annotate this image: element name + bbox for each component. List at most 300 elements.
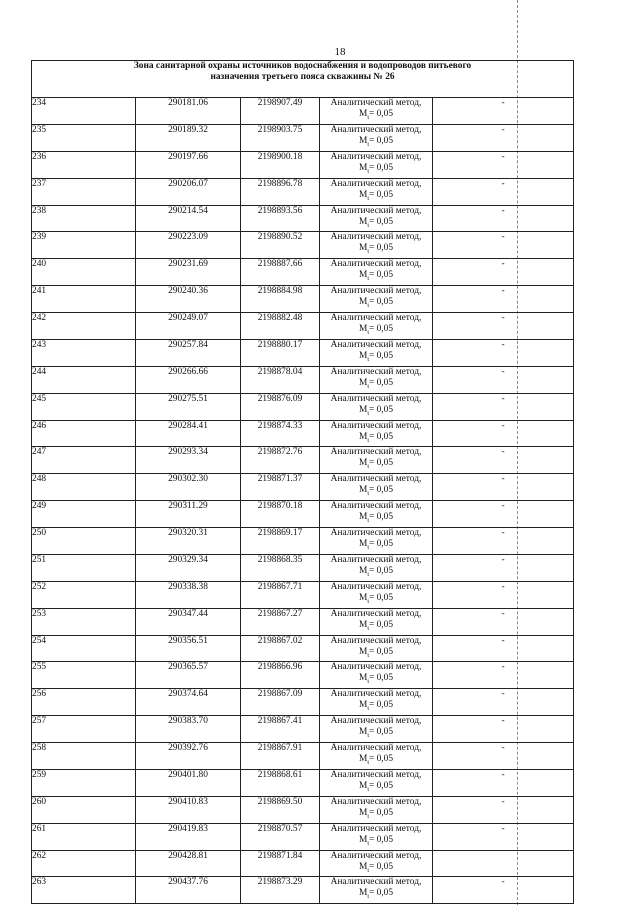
coordinate-x: 290401.80 [136,769,241,796]
coordinate-x: 290338.38 [136,581,241,608]
accuracy-number: = 0,05 [368,807,394,818]
determination-method [320,178,433,205]
coordinate-x: 290293.34 [136,447,241,474]
mark-cell: - [433,823,574,850]
determination-method [320,393,433,420]
coordinate-y: 2198880.17 [241,339,320,366]
coordinate-y: 2198870.18 [241,501,320,528]
accuracy-index: t [367,894,369,901]
point-number: 251 [32,554,136,581]
coordinate-y: 2198903.75 [241,124,320,151]
accuracy-symbol: M [358,297,368,308]
coordinate-y: 2198878.04 [241,366,320,393]
coordinate-y: 2198866.96 [241,662,320,689]
accuracy-number: = 0,05 [368,888,394,899]
accuracy-index: t [367,222,369,229]
coordinate-y: 2198867.41 [241,716,320,743]
accuracy-symbol: M [358,619,368,630]
table-row [32,366,574,393]
table-row [32,635,574,662]
table-row [32,178,574,205]
accuracy-number: = 0,05 [368,754,394,764]
determination-method [320,689,433,716]
point-number: 255 [32,662,136,689]
accuracy-index: t [367,786,369,793]
determination-method [320,528,433,555]
coordinate-x: 290284.41 [136,420,241,447]
accuracy-number: = 0,05 [368,350,394,361]
coordinate-y: 2198867.91 [241,743,320,770]
accuracy-value [320,566,432,581]
table-row [32,769,574,796]
accuracy-number: = 0,05 [368,189,394,200]
point-number: 245 [32,393,136,420]
table-row [32,259,574,286]
accuracy-index: t [367,249,369,256]
accuracy-symbol: M [358,404,368,415]
coordinate-x: 290206.07 [136,178,241,205]
mark-cell: - [433,339,574,366]
point-number: 238 [32,205,136,232]
accuracy-symbol: M [358,324,368,334]
accuracy-value [320,270,432,285]
accuracy-symbol: M [358,700,368,711]
determination-method [320,286,433,313]
mark-cell: - [433,205,574,232]
mark-cell: - [433,743,574,770]
method-text: Аналитический метод, [330,366,422,377]
method-text: Аналитический метод, [330,501,422,512]
coordinate-y: 2198896.78 [241,178,320,205]
accuracy-value [320,485,432,500]
accuracy-value [320,163,432,178]
coordinate-y: 2198900.18 [241,151,320,178]
accuracy-number: = 0,05 [368,727,394,738]
accuracy-symbol: M [358,727,368,738]
coordinate-x: 290410.83 [136,796,241,823]
coordinate-x: 290214.54 [136,205,241,232]
accuracy-value [320,593,432,608]
coordinate-y: 2198867.27 [241,608,320,635]
accuracy-index: t [367,759,369,766]
accuracy-number: = 0,05 [368,539,394,549]
method-text: Аналитический метод, [330,769,422,780]
method-text: Аналитический метод, [330,743,422,753]
accuracy-value [320,781,432,796]
point-number: 240 [32,259,136,286]
coordinate-y: 2198867.09 [241,689,320,716]
coordinate-y: 2198874.33 [241,420,320,447]
determination-method [320,259,433,286]
accuracy-index: t [367,303,369,309]
table-row [32,743,574,770]
accuracy-number: = 0,05 [368,458,394,469]
point-number: 258 [32,743,136,770]
coordinate-x: 290257.84 [136,339,241,366]
accuracy-symbol: M [358,350,368,361]
accuracy-value [320,835,432,850]
accuracy-number: = 0,05 [368,109,394,119]
method-text: Аналитический метод, [330,581,422,592]
coordinate-x: 290189.32 [136,124,241,151]
accuracy-number: = 0,05 [368,780,394,791]
coordinate-y: 2198867.71 [241,581,320,608]
accuracy-index: t [367,571,369,578]
mark-cell: - [433,635,574,662]
table-row [32,608,574,635]
coordinate-y: 2198876.09 [241,393,320,420]
determination-method [320,743,433,770]
accuracy-value [320,458,432,473]
coordinate-x: 290428.81 [136,850,241,877]
coordinate-x: 290329.34 [136,554,241,581]
mark-cell: - [433,877,574,904]
point-number: 237 [32,178,136,205]
coordinate-y: 2198873.29 [241,877,320,904]
method-text: Аналитический метод, [330,823,422,834]
coordinate-x: 290374.64 [136,689,241,716]
accuracy-number: = 0,05 [368,135,394,146]
point-number: 242 [32,313,136,340]
point-number: 241 [32,286,136,313]
mark-cell: - [433,393,574,420]
accuracy-symbol: M [358,646,368,657]
determination-method [320,662,433,689]
method-text: Аналитический метод, [330,635,422,646]
table-row [32,554,574,581]
method-text: Аналитический метод, [330,124,422,135]
mark-cell: - [433,554,574,581]
method-text: Аналитический метод, [330,232,422,243]
point-number: 257 [32,716,136,743]
mark-cell: - [433,501,574,528]
point-number: 256 [32,689,136,716]
accuracy-symbol: M [358,754,368,764]
coordinate-x: 290320.31 [136,528,241,555]
accuracy-value [320,620,432,635]
coordinate-x: 290392.76 [136,743,241,770]
table-row [32,313,574,340]
determination-method [320,98,433,125]
coordinate-x: 290347.44 [136,608,241,635]
accuracy-index: t [367,276,369,283]
point-number: 244 [32,366,136,393]
table-row [32,474,574,501]
coordinate-x: 290181.06 [136,98,241,125]
table-row [32,501,574,528]
coordinate-x: 290275.51 [136,393,241,420]
accuracy-value [320,888,432,903]
accuracy-index: t [367,518,369,524]
mark-cell: - [433,178,574,205]
table-row [32,877,574,904]
coordinate-x: 290223.09 [136,232,241,259]
accuracy-symbol: M [358,189,368,200]
coordinates-table [31,60,574,904]
accuracy-index: t [367,598,369,605]
method-text: Аналитический метод, [330,689,422,700]
table-row [32,662,574,689]
determination-method [320,877,433,904]
accuracy-value [320,324,432,339]
method-text: Аналитический метод, [330,286,422,297]
table-row [32,716,574,743]
point-number: 249 [32,501,136,528]
accuracy-symbol: M [358,431,368,442]
method-text: Аналитический метод, [330,339,422,350]
table-row [32,447,574,474]
accuracy-index: t [367,840,369,847]
accuracy-symbol: M [358,485,368,496]
accuracy-value [320,405,432,420]
accuracy-number: = 0,05 [368,404,394,415]
point-number: 252 [32,581,136,608]
coordinate-y: 2198884.98 [241,286,320,313]
coordinate-x: 290419.83 [136,823,241,850]
determination-method [320,796,433,823]
coordinate-x: 290311.29 [136,501,241,528]
accuracy-value [320,539,432,554]
table-row [32,528,574,555]
coordinate-y: 2198887.66 [241,259,320,286]
accuracy-value [320,862,432,877]
accuracy-value [320,673,432,688]
accuracy-value [320,647,432,662]
accuracy-symbol: M [358,512,368,523]
method-text: Аналитический метод, [330,608,422,619]
table-title-line-1: Зона санитарной охраны источников водоснабжения и водопроводов питьевого [133,61,472,71]
mark-cell: - [433,313,574,340]
table-row [32,232,574,259]
accuracy-number: = 0,05 [368,243,394,254]
coordinate-y: 2198868.35 [241,554,320,581]
accuracy-index: t [367,356,369,363]
determination-method [320,501,433,528]
mark-cell: - [433,689,574,716]
coordinate-x: 290266.66 [136,366,241,393]
point-number: 248 [32,474,136,501]
method-text: Аналитический метод, [330,420,422,431]
accuracy-symbol: M [358,834,368,845]
accuracy-index: t [367,867,369,874]
table-row [32,796,574,823]
accuracy-symbol: M [358,807,368,818]
table-title-line-2: назначения третьего пояса скважины № 26 [210,72,395,82]
coordinate-x: 290197.66 [136,151,241,178]
accuracy-index: t [367,706,369,713]
accuracy-number: = 0,05 [368,592,394,603]
coordinate-x: 290302.30 [136,474,241,501]
accuracy-value [320,297,432,312]
accuracy-value [320,109,432,124]
mark-cell: - [433,151,574,178]
table-row [32,98,574,125]
point-number: 234 [32,98,136,125]
accuracy-number: = 0,05 [368,646,394,657]
coordinate-x: 290356.51 [136,635,241,662]
accuracy-index: t [367,679,369,686]
point-number: 261 [32,823,136,850]
accuracy-index: t [367,141,369,148]
table-title-row [32,61,574,98]
method-text: Аналитический метод, [330,178,422,189]
coordinate-y: 2198871.37 [241,474,320,501]
table-row [32,393,574,420]
method-text: Аналитический метод, [330,151,422,162]
method-text: Аналитический метод, [330,528,422,538]
accuracy-value [320,351,432,366]
accuracy-symbol: M [358,888,368,899]
accuracy-value [320,432,432,447]
accuracy-symbol: M [358,780,368,791]
determination-method [320,608,433,635]
accuracy-number: = 0,05 [368,270,394,281]
accuracy-symbol: M [358,243,368,254]
point-number: 262 [32,850,136,877]
coordinate-x: 290365.57 [136,662,241,689]
table-row [32,689,574,716]
determination-method [320,366,433,393]
accuracy-number: = 0,05 [368,619,394,630]
mark-cell: - [433,286,574,313]
point-number: 263 [32,877,136,904]
determination-method [320,339,433,366]
determination-method [320,716,433,743]
accuracy-number: = 0,05 [368,700,394,711]
determination-method [320,232,433,259]
accuracy-index: t [367,195,369,202]
accuracy-number: = 0,05 [368,431,394,442]
accuracy-number: = 0,05 [368,377,394,388]
determination-method [320,635,433,662]
accuracy-index: t [367,329,369,336]
determination-method [320,313,433,340]
mark-cell: - [433,232,574,259]
method-text: Аналитический метод, [330,716,422,727]
accuracy-symbol: M [358,270,368,281]
method-text: Аналитический метод, [330,796,422,807]
coordinate-y: 2198869.17 [241,528,320,555]
method-text: Аналитический метод, [330,447,422,458]
coordinate-x: 290437.76 [136,877,241,904]
accuracy-value [320,243,432,258]
coordinate-y: 2198872.76 [241,447,320,474]
point-number: 243 [32,339,136,366]
mark-cell: - [433,608,574,635]
accuracy-symbol: M [358,458,368,469]
accuracy-value [320,727,432,742]
determination-method [320,447,433,474]
accuracy-value [320,808,432,823]
method-text: Аналитический метод, [330,205,422,216]
accuracy-index: t [367,464,369,471]
determination-method [320,554,433,581]
accuracy-value [320,700,432,715]
determination-method [320,769,433,796]
table-row [32,581,574,608]
accuracy-number: = 0,05 [368,297,394,308]
point-number: 259 [32,769,136,796]
point-number: 253 [32,608,136,635]
point-number: 239 [32,232,136,259]
mark-cell: - [433,796,574,823]
accuracy-index: t [367,544,369,551]
method-text: Аналитический метод, [330,393,422,404]
method-text: Аналитический метод, [330,662,422,673]
accuracy-number: = 0,05 [368,512,394,523]
page-number: 18 [334,46,346,58]
mark-cell: - [433,98,574,125]
table-row [32,823,574,850]
method-text: Аналитический метод, [330,474,422,485]
accuracy-symbol: M [358,861,368,872]
mark-cell: - [433,716,574,743]
accuracy-number: = 0,05 [368,565,394,576]
mark-cell: - [433,259,574,286]
mark-cell: - [433,366,574,393]
mark-cell: - [433,447,574,474]
mark-cell: - [433,662,574,689]
table-row [32,850,574,877]
determination-method [320,420,433,447]
accuracy-number: = 0,05 [368,216,394,227]
coordinate-y: 2198867.02 [241,635,320,662]
determination-method [320,151,433,178]
mark-cell: - [433,420,574,447]
coordinate-x: 290231.69 [136,259,241,286]
accuracy-symbol: M [358,673,368,684]
point-number: 260 [32,796,136,823]
mark-cell: - [433,474,574,501]
accuracy-number: = 0,05 [368,485,394,496]
method-text: Аналитический метод, [330,554,422,565]
method-text: Аналитический метод, [330,98,422,108]
table-row [32,286,574,313]
accuracy-index: t [367,491,369,498]
determination-method [320,850,433,877]
accuracy-value [320,190,432,205]
mark-cell: - [433,528,574,555]
accuracy-value [320,136,432,151]
accuracy-number: = 0,05 [368,162,394,173]
coordinate-y: 2198869.50 [241,796,320,823]
coordinate-y: 2198907.49 [241,98,320,125]
accuracy-index: t [367,813,369,820]
accuracy-number: = 0,05 [368,834,394,845]
coordinate-y: 2198882.48 [241,313,320,340]
mark-cell: - [433,581,574,608]
accuracy-symbol: M [358,216,368,227]
table-row [32,151,574,178]
mark-cell: - [433,124,574,151]
point-number: 250 [32,528,136,555]
table-row [32,124,574,151]
accuracy-index: t [367,383,369,390]
accuracy-value [320,378,432,393]
mark-cell: - [433,769,574,796]
method-text: Аналитический метод, [330,259,422,270]
coordinate-x: 290249.07 [136,313,241,340]
accuracy-index: t [367,410,369,417]
accuracy-symbol: M [358,539,368,549]
table-title [32,61,574,98]
accuracy-number: = 0,05 [368,861,394,872]
accuracy-value [320,217,432,232]
accuracy-number: = 0,05 [368,673,394,684]
accuracy-value [320,512,432,527]
accuracy-index: t [367,625,369,632]
determination-method [320,124,433,151]
